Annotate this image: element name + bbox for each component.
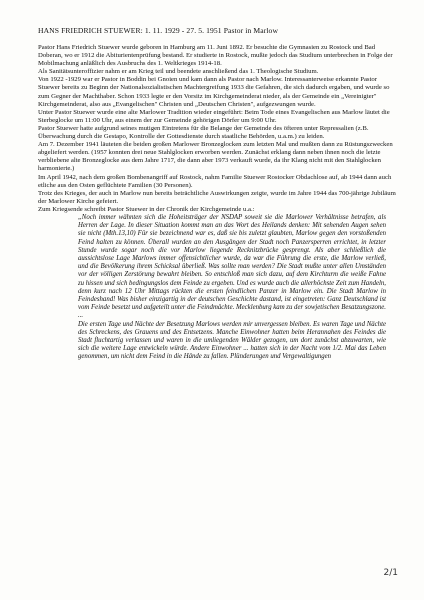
paragraph-bronze-bells: Am 7. Dezember 1941 läuteten die beiden großen Marlower Bronzeglocken zum letzten Mal und mußten dann zu Rüstungszwecken abgeliefert werden. (1957 konnten drei neue Stahlglocken erworben werden. Zunächst erklang dann neben ihnen noch die letzte verbliebene alte Bronzeglocke aus dem Jahre 1717, die dann aber 1973 verkauft wurde, da ihr Klang nicht mit den Stahlglocken harmonierte.) [38, 141, 393, 173]
document-title: HANS FRIEDRICH STUEWER: 1. 11. 1929 - 27. 5. 1951 Pastor in Marlow [38, 26, 279, 35]
paragraph-war-service: Als Sanitätsunteroffizier nahm er am Krieg teil und beendete anschließend das 1. Theologische Studium. [38, 68, 319, 76]
paragraph-repressions: Pastor Stuewer hatte aufgrund seines mutigen Eintretens für die Belange der Gemeinde des öfteren unter Repressalien (z.B. Überwachung durch die Gestapo, Kontrolle der Gottesdienste durch staatliche Behörden, u.a.m.) zu leiden. [38, 124, 369, 141]
paragraph-jubilee: Trotz des Krieges, der auch in Marlow nun bereits beträchtliche Auswirkungen zeigte, wurde im Jahre 1944 das 700-jährige Jubiläum der Marlower Kirche gefeiert. [38, 189, 396, 205]
paragraph-refugees: Im April 1942, nach dem großen Bombenangriff auf Rostock, nahm Familie Stuewer Rostocker Obdachlose auf, ab 1944 dann auch etliche aus den Osten geflüchtete Familien (30 Personen). [38, 173, 392, 189]
paragraph-birth-education: Pastor Hans Friedrich Stuewer wurde geboren in Hamburg am 11. Juni 1892. Er besuchte die Gymnasien zu Rostock und Bad Doberan, wo er 1912 die Abiturientenprüfung bestand. Er studierte in Rostock, mußte jedoch das Studium unterbrechen in Folge der Mobilmachung anläßlich des Ausbruchs des 1. Weltkrieges 1914-18. [38, 44, 393, 68]
paragraph-bell-tradition: Unter Pastor Stuewer wurde eine alte Marlower Tradition wieder eingeführt: Beim Tode eines Evangelischen aus Marlow läutet die Sterbeglocke um 11:00 Uhr, aus einem der zur Gemeinde gehörigen Dörfer um 9:00 Uhr. [38, 108, 390, 124]
chronicle-quote-first-days: Die ersten Tage und Nächte der Besetzung Marlows werden mir unvergessen bleiben. Es waren Tage und Nächte des Schreckens, des Grauens und des Entsetzens. Manche Einwohner hatten beim Herannahen des Feindes die Stadt fluchtartig verlassen und waren in die umliegenden Wälder gezogen, um dort zunächst abzuwarten, wie sich die weitere Lage entwickeln würde. Andere Einwohner ... hatten sich in der Nacht vom 1/2. Mai das Leben genommen, um nicht dem Feind in die Hände zu fallen. Plünderungen und Vergewaltigungen [78, 320, 386, 361]
paragraph-boddin-marlow: Von 1922 -1929 war er Pastor in Boddin bei Gnoien und kam dann als Pastor nach Marlow. Interessanterweise erkannte Pastor Stuewer bereits zu Beginn der Nationalsozialistischen Machtergreifung 1933 die Gefahren, die sich dadurch ergaben, und wurde so zum Gegner der Machthaber. Schon 1933 legte er den Vorsitz im Kirchgemeinderat nieder, als der Gemeinde ein „Vereinigter" Kirchgemeinderat, also aus „Evangelischen" Christen und „Deutschen Christen", aufgezwungen wurde. [38, 76, 390, 108]
paragraph-chronicle-intro: Zum Kriegsende schreibt Pastor Stuewer in der Chronik der Kirchgemeinde u.a.: [38, 205, 255, 213]
chronicle-quote-occupation: „Noch immer wähnten sich die Hoheitsträger der NSDAP soweit sie die Marlower Verhältnisse betrafen, als Herren der Lage. In dieser Situation kommt man an das Wort des Heilands denken: Mit sehenden Augen sehen sie nicht (Mth.13,10) Für sie bezeichnend war es, daß sie bis zuletzt glaubten, Marlow gegen den vorstoßenden Feind halten zu können. Überall wurden an den Ausgängen der Stadt noch Panzersperren errichtet, in letzter Stunde wurde sogar noch die vor Marlow liegende Recknitzbrücke gesprengt. Als aber schließlich die aussichtslose Lage Marlows immer offensichtlicher wurde, da war die Führung die erste, die Marlow verließ, und die Bevölkerung ihrem Schicksal überließ. Was sollte man werden? Die Stadt mußte unter allen Umständen vor der völligen Zerstörung bewahrt bleiben. So entschloß man sich dazu, auf dem Kirchturm die weiße Fahne zu hissen und sich bedingungslos dem Feinde zu ergeben. Und es wurde auch die allerhöchste Zeit zum Handeln, denn kurz nach 12 Uhr Mittags rückten die ersten feindlichen Panzer in Marlow ein. Die Stadt Marlow in Feindeshand! Was bisher einzigartig in der deutschen Geschichte dastand, ist eingetreten: Ganz Deutschland ist vom Feinde besetzt und aufgeteilt unter die Feindmächte. Mecklenburg kam zu der sowjetischen Besatzungszone. ... [78, 213, 386, 320]
page-number: 2/1 [383, 568, 398, 578]
